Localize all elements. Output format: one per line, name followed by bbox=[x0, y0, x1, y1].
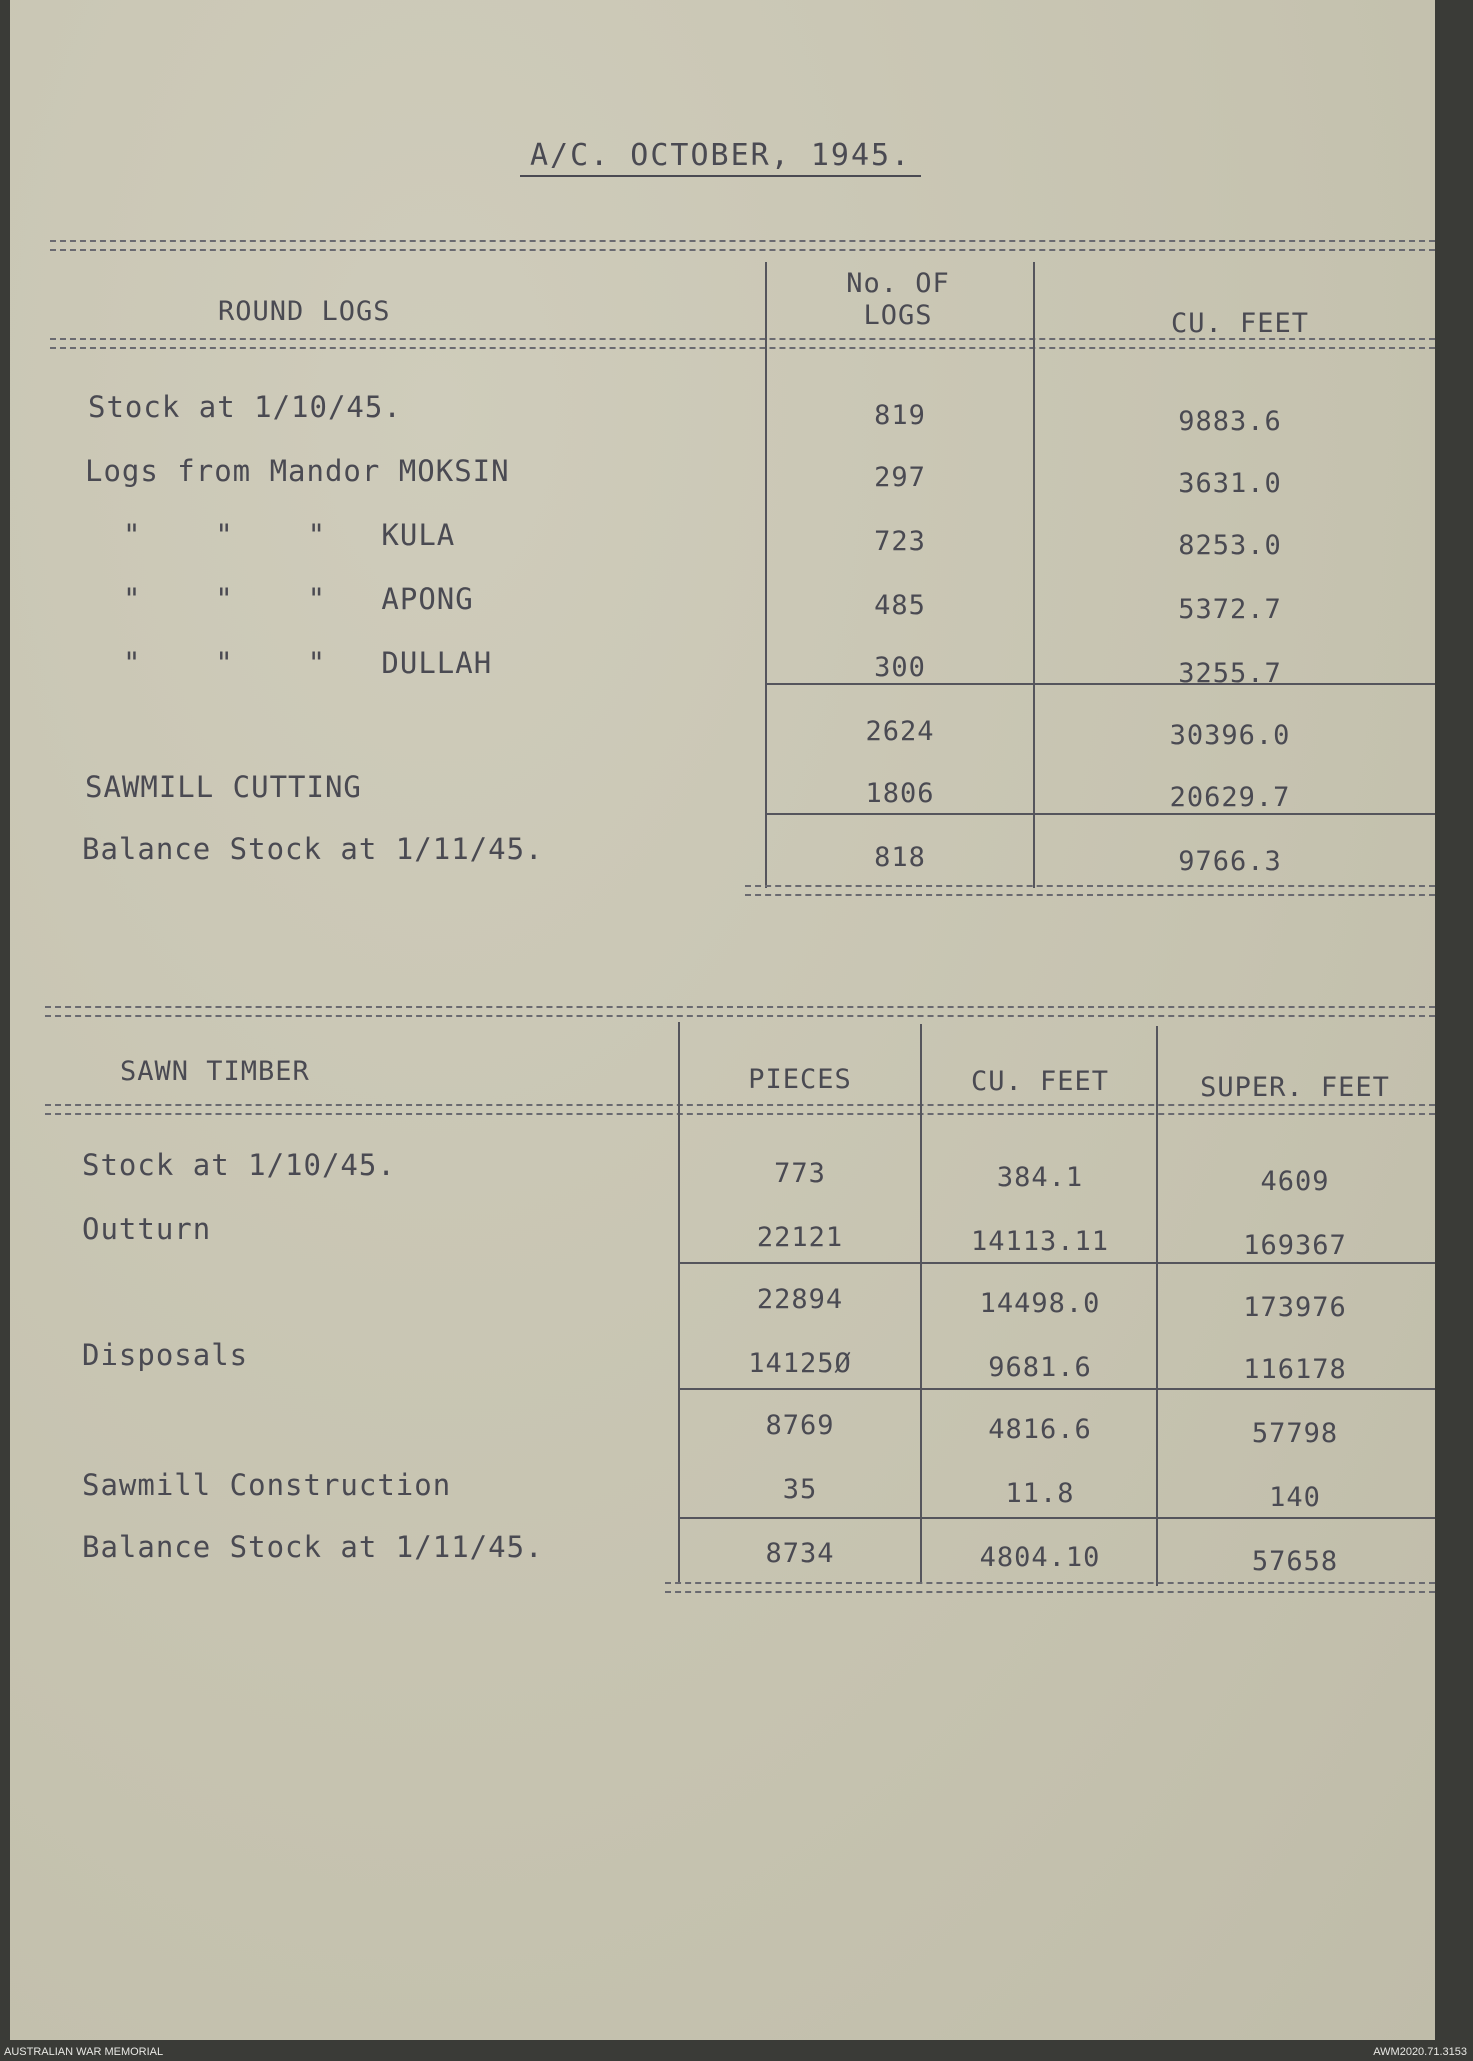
col-no-of-logs-1: No. OF bbox=[846, 268, 950, 299]
cell-logs: 1806 bbox=[865, 778, 935, 809]
row-label: Sawmill Construction bbox=[82, 1468, 452, 1502]
row-label: Outturn bbox=[82, 1212, 212, 1246]
cell-cuft: 3255.7 bbox=[1178, 658, 1282, 689]
row-label: Balance Stock at 1/11/45. bbox=[82, 1530, 544, 1564]
col-cu-feet-sawn: CU. FEET bbox=[970, 1066, 1110, 1097]
column-divider bbox=[920, 1024, 922, 1584]
rule-single bbox=[678, 1388, 1435, 1390]
footer-accession: AWM2020.71.3153 bbox=[1373, 2046, 1467, 2058]
cell-cuft-subtotal: 14498.0 bbox=[979, 1288, 1101, 1319]
cell-super-subtotal: 173976 bbox=[1243, 1292, 1347, 1323]
rule-double bbox=[45, 1104, 1435, 1115]
cell-pieces: 8734 bbox=[765, 1538, 835, 1569]
cell-cuft: 20629.7 bbox=[1169, 782, 1291, 813]
rule-double bbox=[50, 240, 1435, 251]
cell-pieces-subtotal: 8769 bbox=[765, 1410, 835, 1441]
cell-logs: 297 bbox=[874, 462, 926, 493]
rule-double bbox=[45, 1006, 1435, 1017]
row-label: " " " DULLAH bbox=[123, 646, 493, 680]
cell-cuft: 11.8 bbox=[1005, 1478, 1075, 1509]
cell-super: 116178 bbox=[1243, 1354, 1347, 1385]
sawn-timber-heading: SAWN TIMBER bbox=[120, 1056, 310, 1087]
archive-footer bbox=[0, 2046, 1473, 2061]
cell-pieces: 773 bbox=[774, 1158, 826, 1189]
cell-cuft: 8253.0 bbox=[1178, 530, 1282, 561]
cell-cuft: 9681.6 bbox=[988, 1352, 1092, 1383]
page-title: A/C. OCTOBER, 1945. bbox=[520, 138, 921, 177]
rule-single bbox=[678, 1262, 1435, 1264]
cell-logs: 300 bbox=[874, 652, 926, 683]
cell-super: 140 bbox=[1269, 1482, 1321, 1513]
cell-cuft: 9883.6 bbox=[1178, 406, 1282, 437]
col-super-feet: SUPER. FEET bbox=[1200, 1072, 1390, 1103]
rule-single bbox=[678, 1517, 1435, 1519]
row-label: Logs from Mandor MOKSIN bbox=[85, 454, 510, 488]
cell-cuft: 9766.3 bbox=[1178, 846, 1282, 877]
row-label: Stock at 1/10/45. bbox=[82, 1148, 396, 1182]
col-no-of-logs-2: LOGS bbox=[863, 300, 933, 331]
cell-pieces: 22121 bbox=[756, 1222, 844, 1253]
column-divider bbox=[1033, 262, 1035, 888]
rule-double bbox=[745, 885, 1435, 896]
cell-cuft-total: 30396.0 bbox=[1169, 720, 1291, 751]
footer-institution: AUSTRALIAN WAR MEMORIAL bbox=[4, 2046, 164, 2058]
cell-logs-total: 2624 bbox=[865, 716, 935, 747]
cell-super: 4609 bbox=[1260, 1166, 1330, 1197]
cell-pieces-subtotal: 22894 bbox=[756, 1284, 844, 1315]
col-pieces: PIECES bbox=[748, 1064, 852, 1095]
cell-logs: 819 bbox=[874, 400, 926, 431]
row-label: Disposals bbox=[82, 1338, 249, 1372]
document-page bbox=[10, 0, 1435, 2040]
rule-double bbox=[665, 1582, 1435, 1593]
row-label: SAWMILL CUTTING bbox=[85, 770, 362, 804]
column-divider bbox=[678, 1022, 680, 1582]
col-cu-feet: CU. FEET bbox=[1170, 308, 1310, 339]
cell-logs: 485 bbox=[874, 590, 926, 621]
cell-cuft: 3631.0 bbox=[1178, 468, 1282, 499]
round-logs-heading: ROUND LOGS bbox=[218, 296, 391, 327]
row-label: Stock at 1/10/45. bbox=[88, 390, 402, 424]
cell-super: 169367 bbox=[1243, 1230, 1347, 1261]
row-label: " " " APONG bbox=[123, 582, 474, 616]
row-label: Balance Stock at 1/11/45. bbox=[82, 832, 544, 866]
cell-cuft: 4804.10 bbox=[979, 1542, 1101, 1573]
row-label: " " " KULA bbox=[123, 518, 456, 552]
cell-super-subtotal: 57798 bbox=[1251, 1418, 1339, 1449]
rule-double bbox=[50, 338, 1435, 349]
cell-cuft: 5372.7 bbox=[1178, 594, 1282, 625]
cell-cuft: 384.1 bbox=[996, 1162, 1084, 1193]
cell-logs: 818 bbox=[874, 842, 926, 873]
cell-logs: 723 bbox=[874, 526, 926, 557]
cell-pieces: 35 bbox=[782, 1474, 818, 1505]
cell-cuft: 14113.11 bbox=[970, 1226, 1110, 1257]
cell-super: 57658 bbox=[1251, 1546, 1339, 1577]
cell-cuft-subtotal: 4816.6 bbox=[988, 1414, 1092, 1445]
column-divider bbox=[1156, 1026, 1158, 1586]
rule-single bbox=[765, 813, 1435, 815]
cell-pieces: 14125Ø bbox=[748, 1348, 852, 1379]
column-divider bbox=[765, 262, 767, 888]
